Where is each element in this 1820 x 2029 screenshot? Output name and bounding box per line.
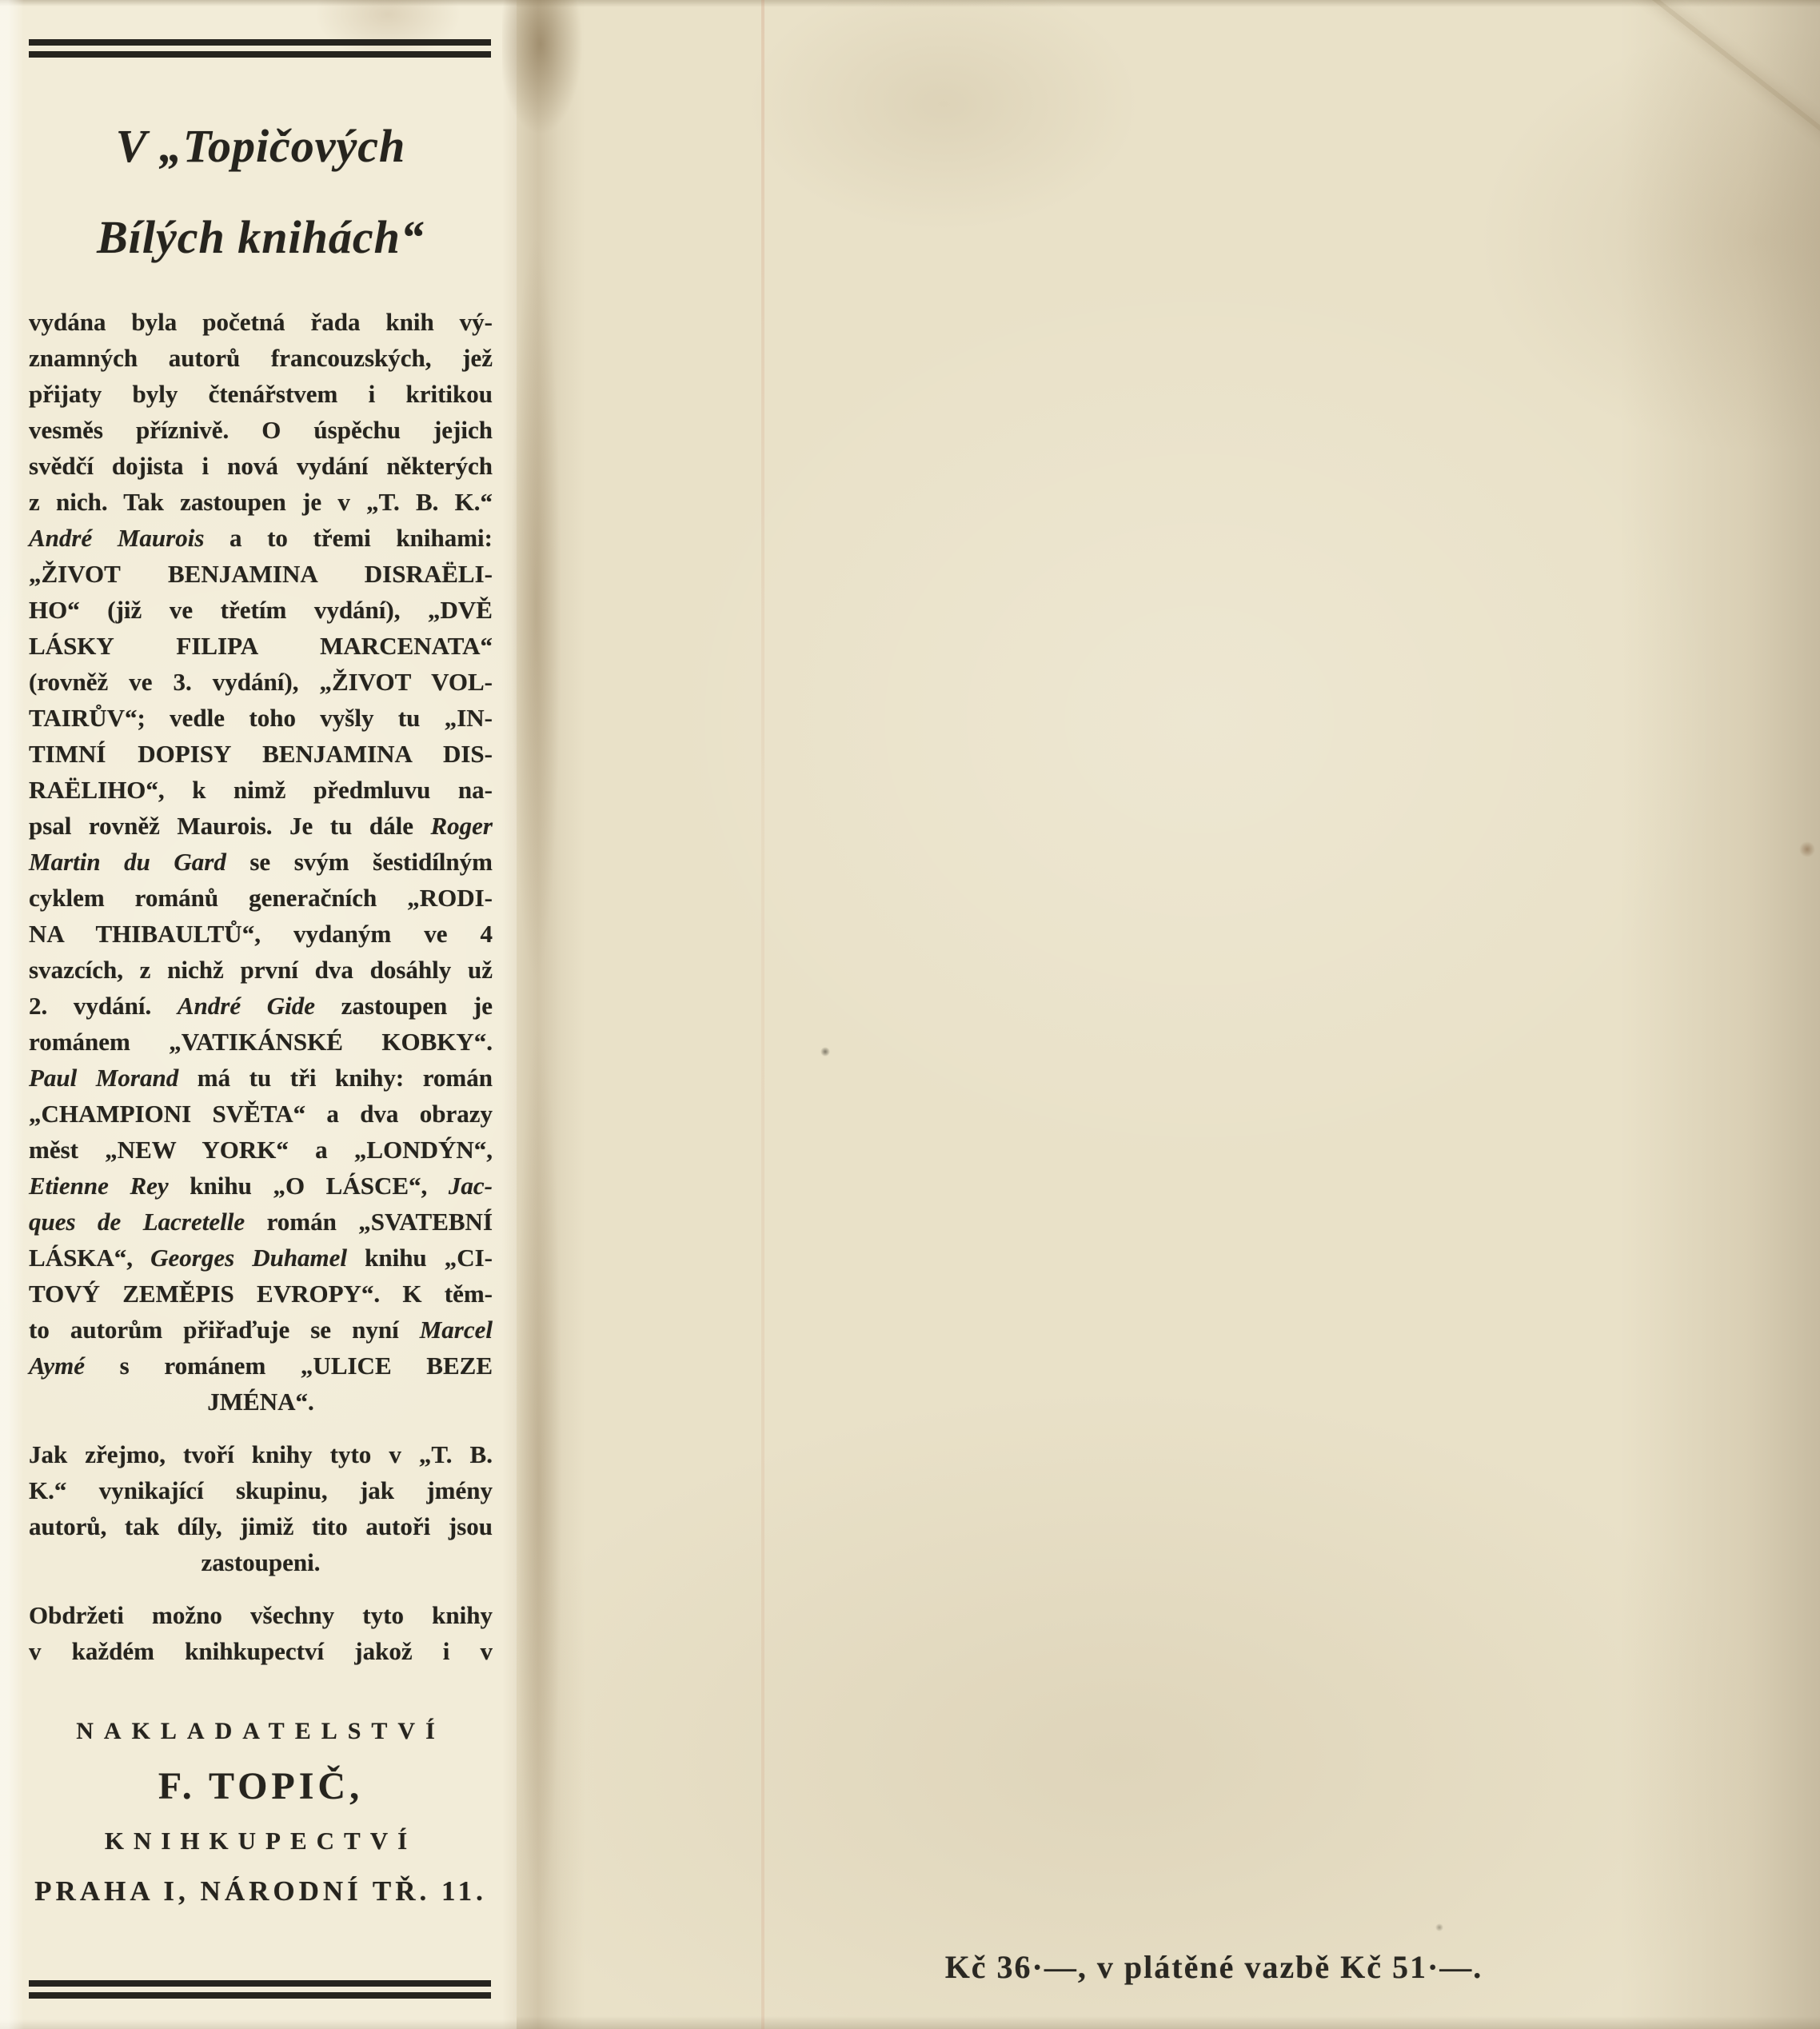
- flap-text-line: [29, 880, 493, 916]
- flap-text-line: [29, 1204, 493, 1240]
- text-segment: autorů, tak díly, jimiž tito autoři jsou: [29, 1512, 493, 1540]
- flap-content: [29, 0, 493, 2029]
- author-name-italic: Marcel: [419, 1316, 493, 1344]
- author-name-italic: ques de Lacretelle: [29, 1208, 245, 1236]
- flap-text-line: [29, 736, 493, 772]
- text-segment: vesměs příznivě. O úspěchu jejich: [29, 416, 493, 444]
- text-segment: cyklem románů generačních „RODI-: [29, 884, 493, 912]
- flap-paragraph: [29, 304, 493, 1420]
- flap-text-line: [29, 592, 493, 628]
- text-segment: svazcích, z nichž první dva dosáhly už: [29, 956, 493, 984]
- flap-text-line: [29, 1276, 493, 1312]
- flap-text-line: [29, 772, 493, 808]
- text-segment: knihu „O LÁSCE“,: [168, 1172, 449, 1200]
- author-name-italic: Georges Duhamel: [150, 1244, 348, 1272]
- text-segment: (rovněž ve 3. vydání), „ŽIVOT VOL-: [29, 668, 493, 696]
- author-name-italic: Jac-: [448, 1172, 493, 1200]
- text-segment: zastoupeni.: [201, 1548, 321, 1576]
- flap-text-line: [29, 1312, 493, 1348]
- author-name-italic: Roger: [430, 812, 493, 840]
- author-name-italic: André Maurois: [29, 524, 205, 552]
- text-segment: zastoupen je: [315, 992, 493, 1020]
- text-segment: z nich. Tak zastoupen je v „T. B. K.“: [29, 488, 493, 516]
- flap-text-line: [29, 1168, 493, 1204]
- text-segment: 2. vydání.: [29, 992, 178, 1020]
- text-segment: NA THIBAULTŮ“, vydaným ve 4: [29, 920, 493, 948]
- author-name-italic: Etienne Rey: [29, 1172, 169, 1200]
- text-segment: RAËLIHO“, k nimž předmluvu na-: [29, 776, 493, 804]
- flap-text-line: [29, 520, 493, 556]
- flap-text-line: [29, 304, 493, 340]
- top-double-rule: [29, 39, 491, 58]
- text-segment: a to třemi knihami:: [204, 524, 493, 552]
- cover-paper-seam: [761, 0, 764, 2029]
- text-segment: TIMNÍ DOPISY BENJAMINA DIS-: [29, 740, 493, 768]
- author-name-italic: Aymé: [29, 1352, 86, 1380]
- flap-text-line: [29, 1240, 493, 1276]
- flap-text-line: [29, 988, 493, 1024]
- flap-text-line: [29, 1348, 493, 1384]
- publisher-address: PRAHA I, NÁRODNÍ TŘ. 11.: [34, 1875, 487, 1907]
- text-segment: román „SVATEBNÍ: [245, 1208, 493, 1236]
- flap-text-line: [29, 1060, 493, 1096]
- text-segment: K.“ vynikající skupinu, jak jmény: [29, 1476, 493, 1504]
- flap-body-text: [29, 304, 493, 1686]
- text-segment: románem „VATIKÁNSKÉ KOBKY“.: [29, 1028, 493, 1056]
- flap-text-line: [29, 412, 493, 448]
- flap-text-line: [29, 1633, 493, 1669]
- text-segment: knihu „CI-: [347, 1244, 493, 1272]
- flap-text-line: [29, 376, 493, 412]
- text-segment: „ŽIVOT BENJAMINA DISRAËLI-: [29, 560, 493, 588]
- flap-title-line1: V „Topičových: [115, 120, 406, 172]
- flap-text-line: [29, 1096, 493, 1132]
- text-segment: Jak zřejmo, tvoří knihy tyto v „T. B.: [29, 1440, 493, 1468]
- flap-text-line: [29, 1024, 493, 1060]
- text-segment: znamných autorů francouzských, jež: [29, 344, 493, 372]
- text-segment: měst „NEW YORK“ a „LONDÝN“,: [29, 1136, 493, 1164]
- flap-text-line: [29, 1436, 493, 1472]
- flap-text-line: [29, 340, 493, 376]
- flap-text-line: [29, 1544, 493, 1580]
- author-name-italic: Martin du Gard: [29, 848, 226, 876]
- flap-text-line: [29, 1597, 493, 1633]
- flap-text-line: [29, 1132, 493, 1168]
- text-segment: HO“ (již ve třetím vydání), „DVĚ: [29, 596, 493, 624]
- text-segment: má tu tři knihy: román: [178, 1064, 493, 1092]
- publisher-label: NAKLADATELSTVÍ: [76, 1718, 445, 1744]
- flap-text-line: [29, 628, 493, 664]
- flap-text-line: [29, 484, 493, 520]
- flap-text-line: [29, 1472, 493, 1508]
- text-segment: TAIRŮV“; vedle toho vyšly tu „IN-: [29, 704, 493, 732]
- text-segment: v každém knihkupectví jakož i v: [29, 1637, 493, 1665]
- flap-paragraph: [29, 1597, 493, 1669]
- corner-crease: [1567, 0, 1820, 140]
- text-segment: se svým šestidílným: [226, 848, 493, 876]
- author-name-italic: André Gide: [177, 992, 316, 1020]
- text-segment: Obdržeti možno všechny tyto knihy: [29, 1601, 493, 1629]
- flap-text-line: [29, 556, 493, 592]
- author-name-italic: Paul Morand: [29, 1064, 179, 1092]
- text-segment: s románem „ULICE BEZE: [85, 1352, 493, 1380]
- bottom-double-rule: [29, 1980, 491, 1999]
- flap-paragraph: [29, 1436, 493, 1580]
- jacket-flap: [0, 0, 517, 2029]
- text-segment: svědčí dojista i nová vydání některých: [29, 452, 493, 480]
- price-line: Kč 36·—, v plátěné vazbě Kč 51·—.: [944, 1949, 1483, 1985]
- fold-crease: [502, 0, 597, 2029]
- flap-text-line: [29, 916, 493, 952]
- flap-text-line: [29, 1508, 493, 1544]
- flap-text-line: [29, 664, 493, 700]
- publisher-bookshop-label: KNIHKUPECTVÍ: [104, 1827, 417, 1855]
- flap-text-line: [29, 808, 493, 844]
- text-segment: „CHAMPIONI SVĚTA“ a dva obrazy: [29, 1100, 493, 1128]
- text-segment: vydána byla početná řada knih vý-: [29, 308, 493, 336]
- flap-text-line: [29, 448, 493, 484]
- text-segment: LÁSKY FILIPA MARCENATA“: [29, 632, 493, 660]
- flap-text-line: [29, 700, 493, 736]
- text-segment: LÁSKA“,: [29, 1244, 151, 1272]
- flap-text-line: [29, 1384, 493, 1420]
- flap-text-line: [29, 952, 493, 988]
- text-segment: TOVÝ ZEMĚPIS EVROPY“. K těm-: [29, 1280, 493, 1308]
- text-segment: přijaty byly čtenářstvem i kritikou: [29, 380, 493, 408]
- flap-text-line: [29, 844, 493, 880]
- text-segment: to autorům přiřaďuje se nyní: [29, 1316, 420, 1344]
- publisher-name: F. TOPIČ,: [158, 1765, 364, 1807]
- text-segment: JMÉNA“.: [207, 1388, 314, 1416]
- flap-title: [29, 101, 493, 283]
- flap-title-line2: Bílých knihách“: [97, 211, 425, 263]
- text-segment: psal rovněž Maurois. Je tu dále: [29, 812, 431, 840]
